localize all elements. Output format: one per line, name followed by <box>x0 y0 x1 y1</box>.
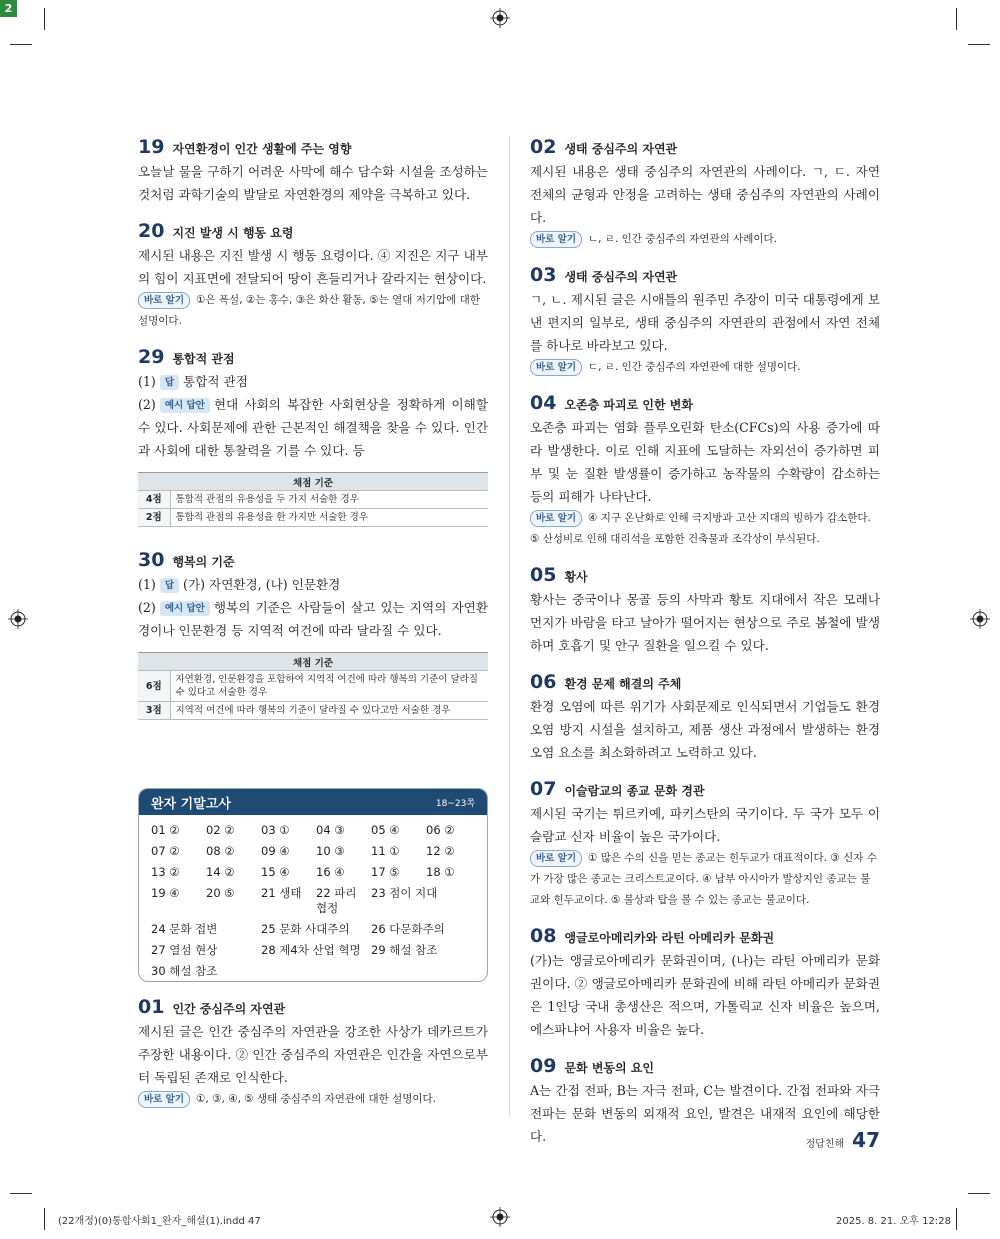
question-number: 09 <box>530 1055 557 1077</box>
answer-key-item: 24 문화 접변 <box>151 922 218 936</box>
answer-tag: 답 <box>160 375 179 390</box>
answer-key-item: 06 ② <box>426 823 455 837</box>
table-row <box>138 509 488 527</box>
explanation: 제시된 국기는 튀르키예, 파키스탄의 국기이다. 두 국가 모두 이슬람교 신자 비율이 높은 국가이다. <box>530 806 880 844</box>
answer-01 <box>138 996 488 1110</box>
criteria-cell: 통합적 관점의 유용성을 한 가지만 서술한 경우 <box>170 509 488 527</box>
scoring-table-header: 채점 기준 <box>138 473 488 491</box>
question-number: 29 <box>138 346 165 368</box>
answer-text: 현대 사회의 복잡한 사회현상을 정확하게 이해할 수 있다. 사회문제에 관한 근본적인 해결책을 찾을 수 있다. 인간과 사회에 대한 통찰력을 기를 수 있다. 등 <box>138 397 488 458</box>
answer-key-item: 13 ② <box>151 865 180 879</box>
criteria-cell: 자연환경, 인문환경을 포함하여 지역적 여건에 따라 행복의 기준이 달라질 수 있다고 서술한 경우 <box>170 671 488 702</box>
answer-04 <box>530 392 880 550</box>
answer-key-item: 22 파리 협정 <box>316 886 357 915</box>
criteria-cell: 지역적 여건에 따라 행복의 기준이 달라질 수 있다고만 서술한 경우 <box>170 702 488 720</box>
answer-key-item: 26 다문화주의 <box>371 922 445 936</box>
crop-mark <box>44 1208 45 1230</box>
example-answer-tag: 예시 답안 <box>160 398 210 413</box>
answer-key-item: 12 ② <box>426 844 455 858</box>
correction-pill: 바로 알기 <box>138 1091 190 1108</box>
answer-key-item: 20 ⑤ <box>206 886 235 900</box>
answer-line <box>138 596 488 642</box>
scoring-table <box>138 652 488 720</box>
question-number: 08 <box>530 925 557 947</box>
answer-05 <box>530 564 880 657</box>
part-label: (2) <box>138 600 156 615</box>
question-title: 생태 중심주의 자연관 <box>564 142 678 156</box>
question-title: 환경 문제 해결의 주체 <box>564 677 682 691</box>
question-title: 오존층 파괴로 인한 변화 <box>564 398 693 412</box>
file-slug: (22개정)(0)통합사회1_완자_해설(1).indd 47 <box>58 1216 261 1227</box>
answer-19 <box>138 136 488 206</box>
answer-02 <box>530 136 880 250</box>
question-title: 지진 발생 시 행동 요령 <box>172 226 294 240</box>
page-number: 47 <box>852 1128 880 1152</box>
crop-mark <box>10 44 32 45</box>
answer-08 <box>530 925 880 1041</box>
correction-note <box>138 290 488 332</box>
explanation: (가)는 앵글로아메리카 문화권이며, (나)는 라틴 아메리카 문화권이다. ② 앵글로아메리카 문화권에 비해 라틴 아메리카 문화권은 1인당 국내 총생산은 적으며, 가톨릭교 신자 비율은 높으며, 에스파냐어 사용자 비율은 높다. <box>530 953 880 1037</box>
answer-key-item: 21 생태 <box>261 886 302 900</box>
score-cell: 4점 <box>138 491 170 509</box>
answer-key-item: 01 ② <box>151 823 180 837</box>
answer-key-item: 30 해설 참조 <box>151 964 218 978</box>
answer-03 <box>530 264 880 378</box>
answer-text: 행복의 기준은 사람들이 살고 있는 지역의 자연환경이나 인문환경 등 지역적 여건에 따라 달라질 수 있다. <box>138 600 488 638</box>
correction-text: ㄴ, ㄹ. 인간 중심주의 자연관의 사례이다. <box>588 233 778 245</box>
answer-tag: 답 <box>160 578 179 593</box>
correction-text: ①, ③, ④, ⑤ 생태 중심주의 자연관에 대한 설명이다. <box>196 1093 437 1105</box>
correction-text: ㄷ, ㄹ. 인간 중심주의 자연관에 대한 설명이다. <box>588 361 801 373</box>
answer-key-item: 28 제4차 산업 혁명 <box>261 943 361 957</box>
answer-20 <box>138 220 488 332</box>
explanation: 오늘날 물을 구하기 어려운 사막에 해수 담수화 시설을 조성하는 것처럼 과학기술의 발달로 자연환경의 제약을 극복하고 있다. <box>138 164 488 202</box>
exam-answer-box <box>138 788 488 982</box>
correction-pill: 바로 알기 <box>530 359 582 376</box>
answer-key-item: 16 ④ <box>316 865 345 879</box>
explanation: 환경 오염에 따른 위기가 사회문제로 인식되면서 기업들도 환경 오염 방지 시설을 설치하고, 제품 생산 과정에서 발생하는 환경 오염 요소를 최소화하려고 노력하고 있다. <box>530 699 880 760</box>
answer-key-item: 14 ② <box>206 865 235 879</box>
question-number: 30 <box>138 549 165 571</box>
left-column <box>138 136 488 734</box>
explanation: A는 간접 전파, B는 자극 전파, C는 발견이다. 간접 전파와 자극 전파는 문화 변동의 외재적 요인, 발견은 내재적 요인에 해당한다. <box>530 1083 880 1144</box>
question-title: 통합적 관점 <box>172 352 235 366</box>
correction-note <box>530 508 880 550</box>
answer-text: (가) 자연환경, (나) 인문환경 <box>183 577 341 592</box>
correction-pill: 바로 알기 <box>530 231 582 248</box>
answer-key-item: 11 ① <box>371 844 400 858</box>
question-title: 자연환경이 인간 생활에 주는 영향 <box>172 142 352 156</box>
question-number: 19 <box>138 136 165 158</box>
correction-note <box>530 229 880 250</box>
answer-key-item: 10 ③ <box>316 844 345 858</box>
correction-text: ① 많은 수의 신을 믿는 종교는 힌두교가 대표적이다. ③ 신자 수가 가장 많은 종교는 크리스트교이다. ④ 남부 아시아가 발상지인 종교는 불교와 힌두교이다. ⑤ 불상과 탑을 볼 수 있는 종교는 불교이다. <box>530 852 877 906</box>
question-number: 04 <box>530 392 557 414</box>
answer-line <box>138 393 488 462</box>
question-title: 앵글로아메리카와 라틴 아메리카 문화권 <box>564 931 775 945</box>
page-footer <box>780 1128 880 1152</box>
answer-06 <box>530 671 880 764</box>
scoring-table <box>138 472 488 527</box>
table-row <box>138 671 488 702</box>
question-title: 생태 중심주의 자연관 <box>564 270 678 284</box>
crop-mark <box>44 8 45 30</box>
right-column <box>530 136 880 1162</box>
answer-key-item: 19 ④ <box>151 886 180 900</box>
correction-note <box>530 357 880 378</box>
answer-key-item: 23 점이 지대 <box>371 886 438 900</box>
part-label: (1) <box>138 374 156 389</box>
answer-key-item: 08 ② <box>206 844 235 858</box>
question-number: 05 <box>530 564 557 586</box>
explanation: 황사는 중국이나 몽골 등의 사막과 황토 지대에서 작은 모래나 먼지가 바람을 타고 날아가 떨어지는 현상으로 주로 봄철에 발생하며 호흡기 및 안구 질환을 일으킬 수 있다. <box>530 592 880 653</box>
answer-text: 통합적 관점 <box>183 374 248 389</box>
crop-mark <box>968 44 990 45</box>
answer-grid <box>139 815 487 979</box>
correction-pill: 바로 알기 <box>530 850 582 867</box>
correction-pill: 바로 알기 <box>530 510 582 527</box>
crop-mark <box>968 1193 990 1194</box>
correction-text: ①은 폭설, ②는 홍수, ③은 화산 활동, ⑤는 열대 저기압에 대한 설명이다. <box>138 294 480 327</box>
example-answer-tag: 예시 답안 <box>160 601 210 616</box>
answer-key-item: 04 ③ <box>316 823 345 837</box>
question-number: 20 <box>138 220 165 242</box>
answer-30 <box>138 549 488 720</box>
part-label: (1) <box>138 577 156 592</box>
score-cell: 3점 <box>138 702 170 720</box>
question-number: 06 <box>530 671 557 693</box>
registration-mark-icon <box>8 609 28 629</box>
crop-mark <box>956 1208 957 1230</box>
answer-key-item: 03 ① <box>261 823 290 837</box>
question-title: 황사 <box>564 570 588 584</box>
answer-key-item: 02 ② <box>206 823 235 837</box>
scoring-table-header: 채점 기준 <box>138 653 488 671</box>
answer-key-item: 17 ⑤ <box>371 865 400 879</box>
crop-mark <box>956 8 957 30</box>
answer-line <box>138 370 488 393</box>
answer-key-item: 29 해설 참조 <box>371 943 438 957</box>
score-cell: 2점 <box>138 509 170 527</box>
exam-pages: 18~23쪽 <box>435 798 475 809</box>
page-badge: 2 <box>0 0 17 17</box>
answer-key-item: 05 ④ <box>371 823 400 837</box>
answer-key-item: 27 열섬 현상 <box>151 943 218 957</box>
question-title: 인간 중심주의 자연관 <box>172 1002 286 1016</box>
correction-pill: 바로 알기 <box>138 292 190 309</box>
score-cell: 6점 <box>138 671 170 702</box>
explanation: 오존층 파괴는 염화 플루오린화 탄소(CFCs)의 사용 증가에 따라 발생한다. 이로 인해 지표에 도달하는 자외선이 증가하면 피부 및 눈 질환 발생률이 증가하고 농작물의 수확량이 감소하는 등의 피해가 나타난다. <box>530 420 880 504</box>
explanation: 제시된 내용은 생태 중심주의 자연관의 사례이다. ㄱ, ㄷ. 자연 전체의 균형과 안정을 고려하는 생태 중심주의 자연관의 사례이다. <box>530 164 880 225</box>
print-date: 2025. 8. 21. 오후 12:28 <box>836 1216 951 1227</box>
answer-29 <box>138 346 488 527</box>
question-number: 01 <box>138 996 165 1018</box>
question-title: 행복의 기준 <box>172 555 235 569</box>
answer-line <box>138 573 488 596</box>
question-title: 이슬람교의 종교 문화 경관 <box>564 784 705 798</box>
answer-key-item: 25 문화 사대주의 <box>261 922 350 936</box>
registration-mark-icon <box>970 609 990 629</box>
answer-key-item: 18 ① <box>426 865 455 879</box>
table-row <box>138 491 488 509</box>
column-divider <box>509 136 510 1116</box>
question-number: 02 <box>530 136 557 158</box>
correction-note <box>138 1089 488 1110</box>
crop-mark <box>10 1193 32 1194</box>
table-row <box>138 702 488 720</box>
registration-mark-icon <box>490 1207 510 1227</box>
question-number: 03 <box>530 264 557 286</box>
explanation: 제시된 글은 인간 중심주의 자연관을 강조한 사상가 데카르트가 주장한 내용이다. ② 인간 중심주의 자연관은 인간을 자연으로부터 독립된 존재로 인식한다. <box>138 1024 488 1085</box>
correction-note <box>530 848 880 911</box>
answer-key-item: 09 ④ <box>261 844 290 858</box>
exam-header <box>139 789 487 815</box>
footer-label: 정답친해 <box>805 1139 845 1150</box>
exam-title: 완자 기말고사 <box>151 796 231 812</box>
criteria-cell: 통합적 관점의 유용성을 두 가지 서술한 경우 <box>170 491 488 509</box>
explanation: ㄱ, ㄴ. 제시된 글은 시애틀의 원주민 추장이 미국 대통령에게 보낸 편지의 일부로, 생태 중심주의 자연관의 관점에서 자연 전체를 하나로 바라보고 있다. <box>530 292 880 353</box>
part-label: (2) <box>138 397 156 412</box>
answer-07 <box>530 778 880 911</box>
question-number: 07 <box>530 778 557 800</box>
correction-text: ④ 지구 온난화로 인해 극지방과 고산 지대의 빙하가 감소한다. ⑤ 산성비로 인해 대리석을 포함한 건축물과 조각상이 부식된다. <box>530 512 871 545</box>
answer-key-item: 07 ② <box>151 844 180 858</box>
explanation: 제시된 내용은 지진 발생 시 행동 요령이다. ④ 지진은 지구 내부의 힘이 지표면에 전달되어 땅이 흔들리거나 갈라지는 현상이다. <box>138 248 488 286</box>
answer-key-item: 15 ④ <box>261 865 290 879</box>
question-title: 문화 변동의 요인 <box>564 1061 654 1075</box>
registration-mark-icon <box>490 8 510 28</box>
